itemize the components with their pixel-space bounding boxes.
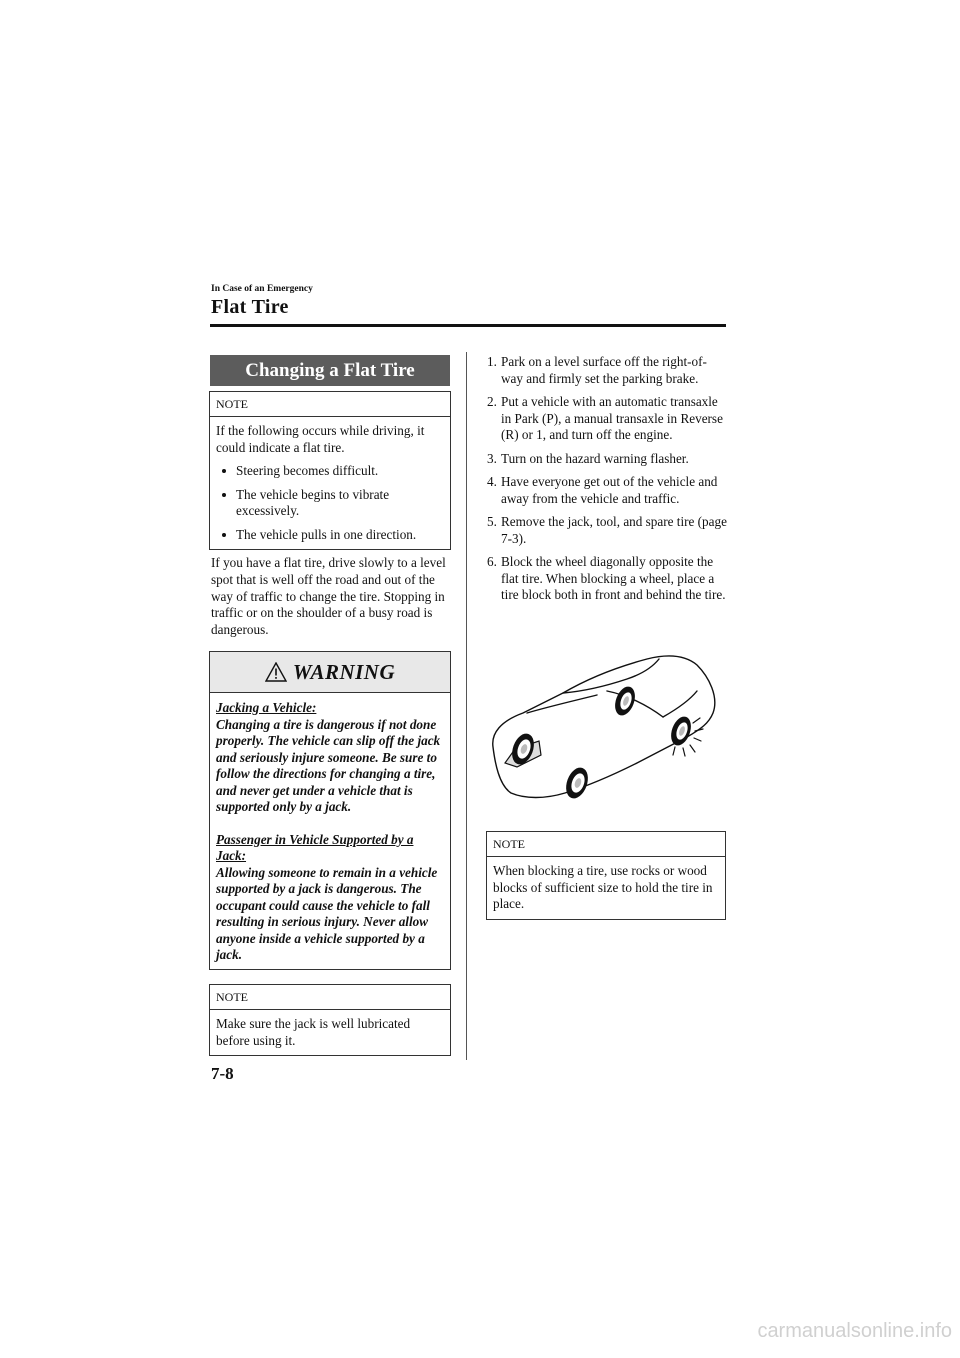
list-item: 3. Turn on the hazard warning flasher. [487,450,689,466]
warning-triangle-icon [265,662,287,682]
list-item: 6. Block the wheel diagonally opposite the flat tire. When blocking a wheel, place a tire block both in front and behind the tire. [487,554,726,602]
wheel-flat-highlighted [667,714,703,756]
warning-header [210,652,450,693]
wheel-front-right [562,765,592,802]
note-box-blocking [486,831,726,920]
note-intro: If the following occurs while driving, it could indicate a flat tire. [216,423,425,455]
list-item: 4. Have everyone get out of the vehicle and away from the vehicle and traffic. [487,474,718,506]
list-item: 1. Park on a level surface off the right-of-way and firmly set the parking brake. [487,354,707,386]
wheel-rear-left [611,684,638,718]
warning-body [210,693,450,964]
header-rule [210,324,726,327]
bullet-dot-icon [222,533,226,537]
note-body: Make sure the jack is well lubricated before using it. [216,1016,411,1048]
note-body [210,417,450,549]
bullet-dot-icon [222,493,226,497]
list-item: 2. Put a vehicle with an automatic transaxle in Park (P), a manual transaxle in Reverse (R) or 1, and turn off the engine. [487,394,723,442]
note-heading: NOTE [487,832,725,857]
note-body: When blocking a tire, use rocks or wood blocks of sufficient size to hold the tire in place. [493,863,713,911]
section-label: In Case of an Emergency [211,284,313,294]
wheel-blocking-illustration [487,645,725,805]
steps-list [487,354,727,611]
body-paragraph: If you have a flat tire, drive slowly to a level spot that is well off the road and out of the way of traffic to change the tire. Stopping in traffic or on the shoulder of a busy road is dangerous. [211,555,446,638]
warning-heading: WARNING [292,659,396,684]
chapter-title: Flat Tire [211,296,289,318]
list-item: 5. Remove the jack, tool, and spare tire (page 7-3). [487,514,727,546]
list-item: The vehicle pulls in one direction. [216,527,444,544]
bullet-dot-icon [222,469,226,473]
note-bullet-list [216,463,444,543]
note-box-jack-lubrication [209,984,451,1056]
warning-box [209,651,451,970]
warning-item-text: Allowing someone to remain in a vehicle supported by a jack is dangerous. The occupant could cause the vehicle to fall resulting in serious injury. Never allow anyone inside a vehicle supported by a jack. [216,864,438,962]
column-divider [466,352,467,1060]
section-banner: Changing a Flat Tire [210,355,450,386]
wheel-front-left-blocked [505,731,541,768]
list-item: The vehicle begins to vibrate excessively. [216,487,444,520]
warning-item-title: Passenger in Vehicle Supported by a Jack: [216,831,414,863]
warning-item-text: Changing a tire is dangerous if not done properly. The vehicle can slip off the jack and seriously injure someone. Be sure to follow the directions for changing a tire, and never get under a vehicle that is supported only by a jack. [216,716,441,814]
note-heading: NOTE [210,985,450,1010]
note-heading: NOTE [210,392,450,417]
warning-item-title: Jacking a Vehicle: [216,700,317,715]
note-box-flat-signs [209,391,451,550]
watermark: carmanualsonline.info [757,1320,952,1342]
page-number: 7-8 [211,1064,234,1083]
list-item: Steering becomes difficult. [216,463,444,480]
